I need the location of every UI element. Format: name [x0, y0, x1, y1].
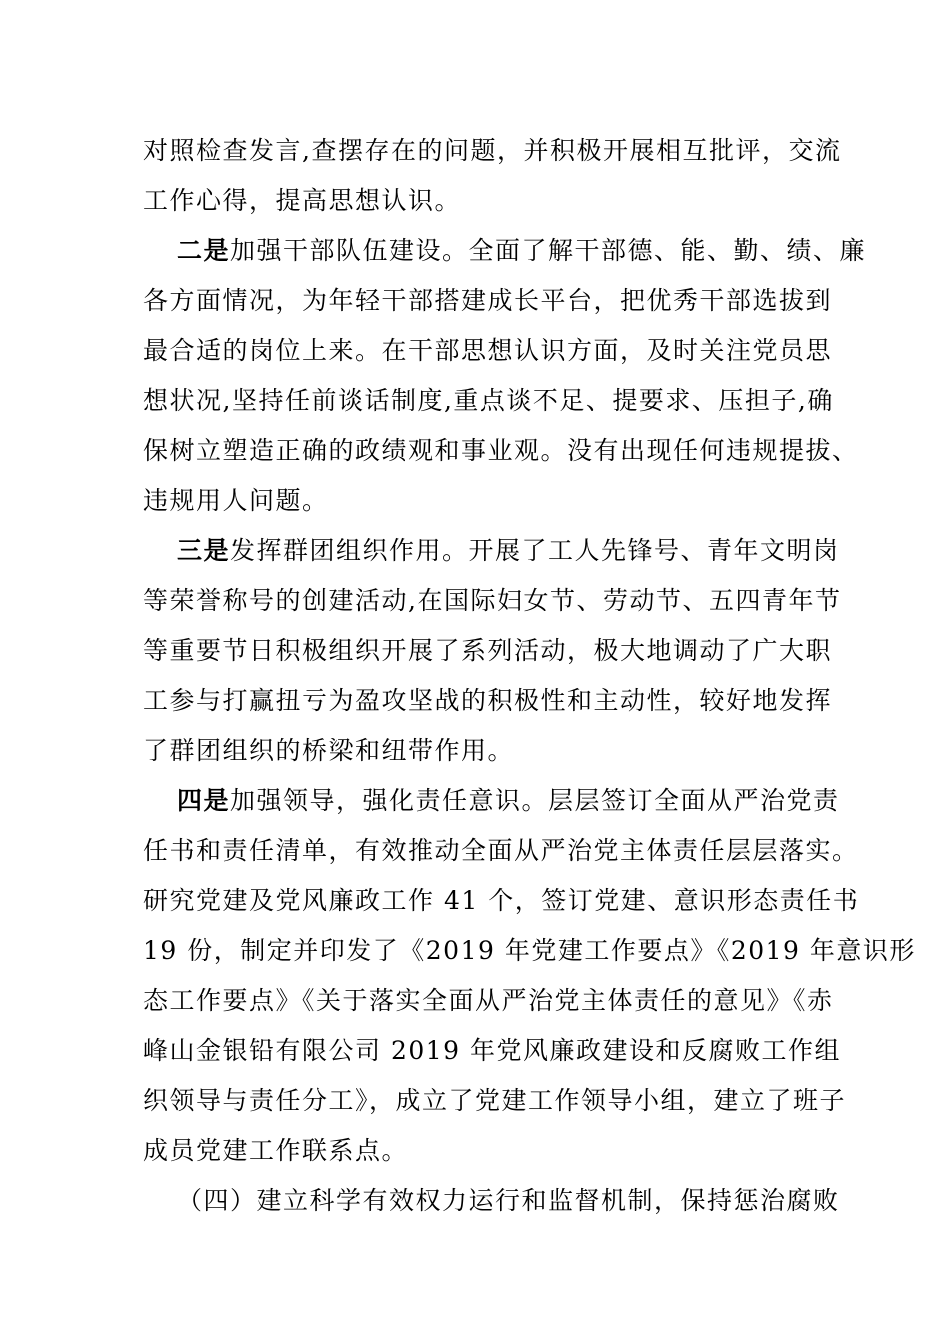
- text-line: 工作心得，提高思想认识。: [143, 186, 462, 215]
- paragraph-first-line: [177, 785, 840, 817]
- text-line: 对照检查发言,查摆存在的问题，并积极开展相互批评，交流: [143, 136, 842, 165]
- paragraph-lead: 二是: [177, 236, 231, 265]
- text-line: 任书和责任清单，有效推动全面从严治党主体责任层层落实。: [143, 836, 859, 865]
- text-line: 研究党建及党风廉政工作 41 个，签订党建、意识形态责任书: [143, 886, 860, 915]
- text-line: 工参与打赢扭亏为盈攻坚战的积极性和主动性，较好地发挥: [143, 686, 833, 715]
- text-line: 各方面情况，为年轻干部搭建成长平台，把优秀干部选拔到: [143, 286, 833, 315]
- paragraph-lead: 四是: [177, 786, 231, 815]
- text-line: 峰山金银铅有限公司 2019 年党风廉政建设和反腐败工作组: [143, 1036, 842, 1065]
- paragraph-first-text: 加强领导，强化责任意识。层层签订全面从严治党责: [230, 786, 840, 815]
- paragraph-first-text: 加强干部队伍建设。全面了解干部德、能、勤、绩、廉: [230, 236, 867, 265]
- section-heading-line: （四）建立科学有效权力运行和监督机制，保持惩治腐败: [177, 1186, 840, 1215]
- text-line: 态工作要点》《关于落实全面从严治党主体责任的意见》《赤: [143, 986, 834, 1015]
- paragraph-lead: 三是: [177, 536, 231, 565]
- text-line: 等重要节日积极组织开展了系列活动，极大地调动了广大职: [143, 636, 833, 665]
- text-line: 了群团组织的桥梁和纽带作用。: [143, 736, 515, 765]
- paragraph-first-line: [177, 235, 867, 267]
- text-line: 织领导与责任分工》，成立了党建工作领导小组，建立了班子: [143, 1086, 847, 1115]
- text-line: 想状况,坚持任前谈话制度,重点谈不足、提要求、压担子,确: [143, 386, 834, 415]
- text-line: 等荣誉称号的创建活动,在国际妇女节、劳动节、五四青年节: [143, 586, 842, 615]
- text-line: 保树立塑造正确的政绩观和事业观。没有出现任何违规提拔、: [143, 436, 859, 465]
- text-line: 成员党建工作联系点。: [143, 1136, 409, 1165]
- text-line: 19 份，制定并印发了《2019 年党建工作要点》《2019 年意识形: [143, 936, 916, 965]
- text-line: 最合适的岗位上来。在干部思想认识方面，及时关注党员思: [143, 336, 833, 365]
- paragraph-first-text: 发挥群团组织作用。开展了工人先锋号、青年文明岗: [230, 536, 840, 565]
- paragraph-first-line: [177, 535, 840, 567]
- text-line: 违规用人问题。: [143, 486, 329, 515]
